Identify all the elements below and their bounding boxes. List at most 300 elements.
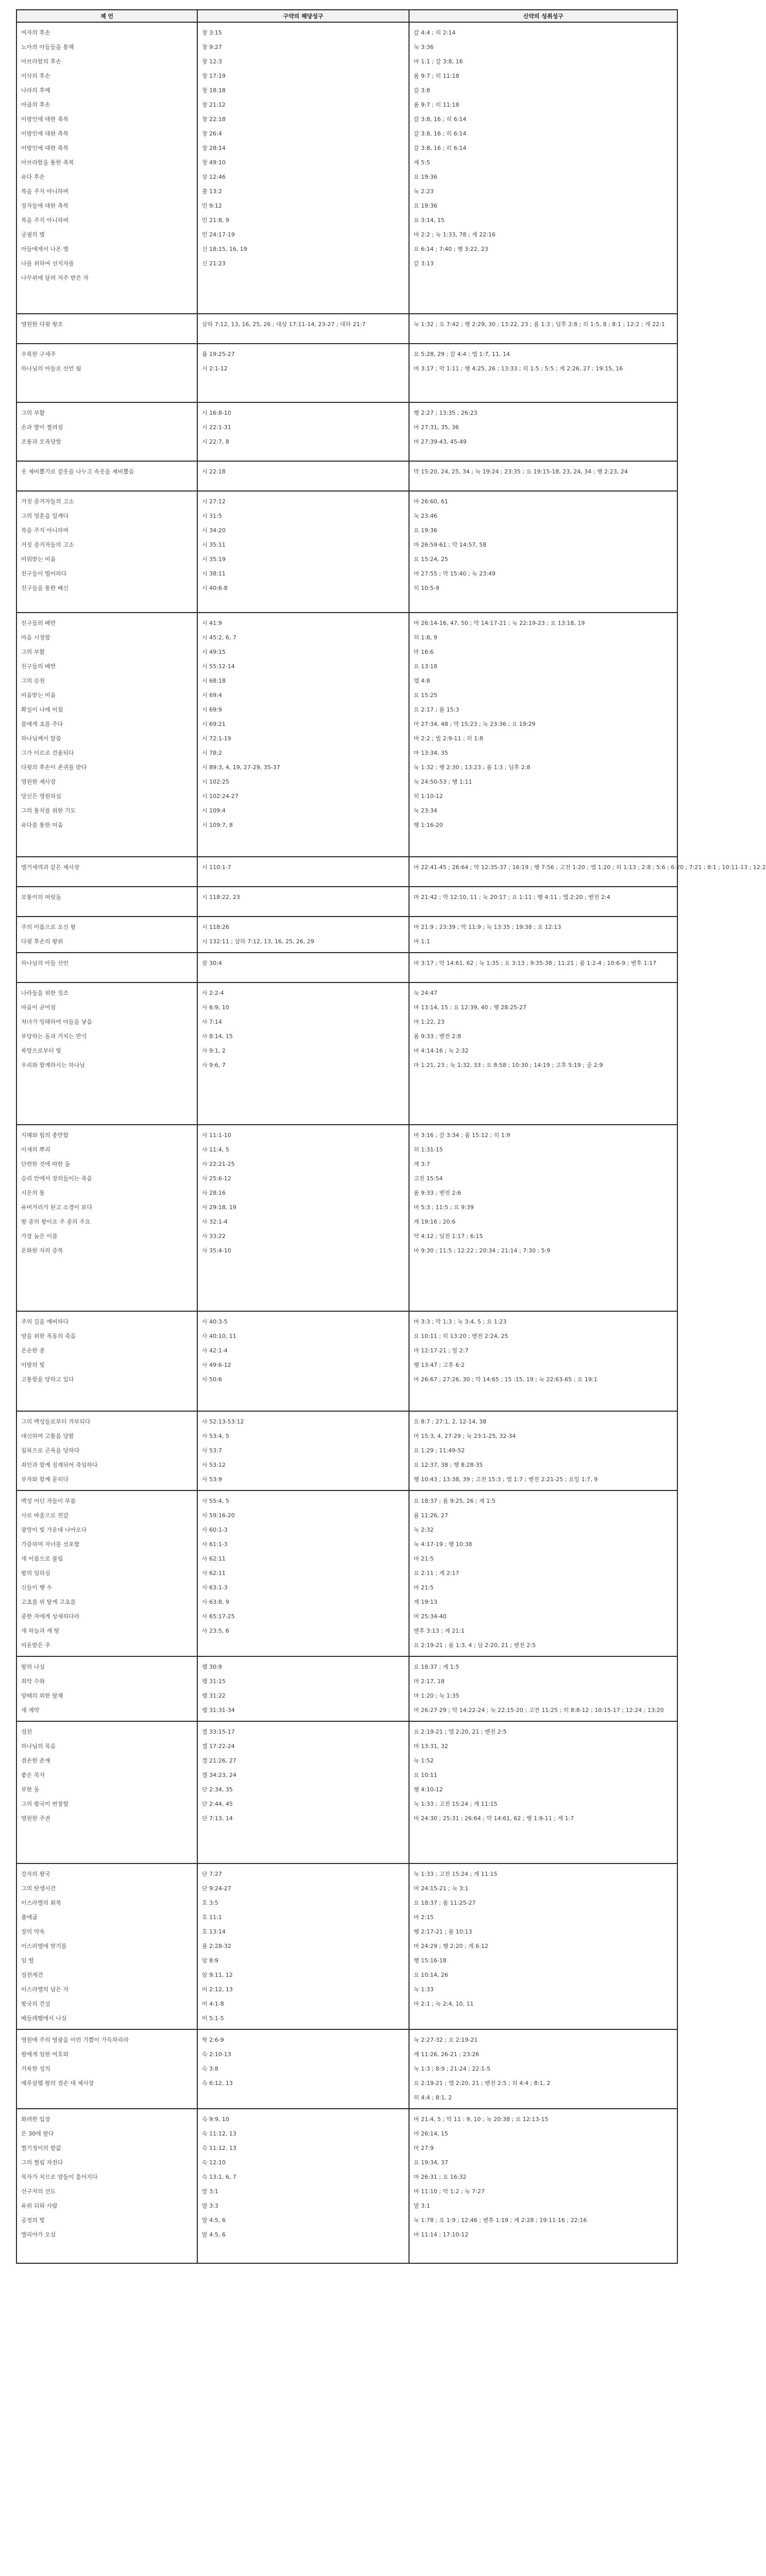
cell-line: 복을 주지 아니하며 — [21, 217, 69, 224]
cell-line: 유위 되와 사람 — [21, 2202, 58, 2209]
cell-line: 선구자의 선도 — [21, 2188, 56, 2195]
new-testament-cell — [409, 1411, 677, 1490]
table-row — [16, 917, 677, 953]
cell-line: 화려한 입장 — [21, 2116, 50, 2123]
cell-line: 시 22:18 — [202, 468, 226, 475]
cell-line: 마 26:59-61 ; 막 14:57, 58 — [414, 541, 487, 548]
cell-line: 시 27:12 — [202, 498, 226, 505]
cell-line: 그의 부활 — [21, 649, 45, 655]
cell-line: 마 5:3 ; 11:5 ; 요 9:39 — [414, 1204, 474, 1211]
cell-line: 지혜와 힘의 충만함 — [21, 1132, 69, 1139]
cell-line: 시 34:20 — [202, 527, 226, 534]
cell-line: 친구들이 떨어하다 — [21, 570, 67, 577]
cell-line: 거짓 증거자들의 고소 — [21, 498, 74, 505]
cell-line: 시 2:1-12 — [202, 365, 228, 372]
cell-line: 렘 31:22 — [202, 1692, 226, 1699]
cell-line: 그의 부활 — [21, 410, 45, 416]
cell-line: 임 떨 — [21, 1957, 34, 1964]
cell-line: 궁궐의 별 — [21, 231, 45, 238]
cell-line: 마 26:31 ; 요 16:32 — [414, 2174, 467, 2180]
cell-line: 사 42:1-4 — [202, 1347, 228, 1354]
cell-line: 마 3:17 ; 막 1:11 ; 행 4:25, 26 ; 13:33 ; 히 1:5 ; 5:5 ; 계 2:26, 27 ; 19:15, 16 — [414, 365, 623, 372]
cell-line: 이방인에 대한 축복 — [21, 145, 69, 151]
cell-line: 마 15:3, 4, 27-29 ; 눅 23:1-25, 32-34 — [414, 1433, 516, 1439]
cell-line: 가장 높은 이름 — [21, 1233, 58, 1240]
cell-line: 호 13:14 — [202, 1928, 226, 1935]
topic-cell — [16, 491, 197, 613]
cell-line: 마 12:17-21 ; 빌 2:7 — [414, 1347, 469, 1354]
cell-line: 슥 6:12, 13 — [202, 2080, 233, 2087]
cell-line: 고전 15:54 — [414, 1175, 443, 1182]
cell-line: 주의 이름으로 오신 왕 — [21, 924, 76, 930]
topic-cell — [16, 1411, 197, 1490]
cell-line: 요 2:11 ; 계 2:17 — [414, 1570, 459, 1577]
cell-line: 아브라함을 통한 축복 — [21, 159, 74, 166]
new-testament-cell — [409, 1656, 677, 1721]
cell-line: 말 3:1 — [414, 2202, 430, 2209]
cell-line: 사 23:5, 6 — [202, 1628, 229, 1634]
cell-line: 롬 11:26, 27 — [414, 1512, 448, 1519]
cell-line: 베들레헴에서 나심 — [21, 2015, 67, 2022]
cell-line: 영원한 주권 — [21, 1815, 50, 1822]
cell-line: 마 21:9 ; 23:39 ; 막 11:9 ; 눅 13:35 ; 19:38 ; 요 12:13 — [414, 924, 561, 930]
cell-line: 복을 주지 아니하며 — [21, 188, 69, 195]
cell-line: 왕의 나심 — [21, 1664, 45, 1670]
table-row — [16, 402, 677, 461]
cell-line: 하나님께서 말씀 — [21, 735, 61, 742]
old-testament-cell — [197, 887, 409, 917]
topic-cell — [16, 344, 197, 402]
cell-line: 요 2:19-21 ; 롬 1:3, 4 ; 딤 2:20, 21 ; 벧전 2:5 — [414, 1642, 536, 1649]
cell-line: 대신하여 고통을 당함 — [21, 1433, 74, 1439]
cell-line: 마 2:15 — [414, 1914, 434, 1921]
cell-line: 창 12:3 — [202, 58, 222, 65]
cell-line: 마 2:17, 18 — [414, 1678, 445, 1685]
old-testament-cell — [197, 953, 409, 982]
cell-line: 중한 자에게 상세하다라 — [21, 1613, 80, 1620]
cell-line: 하나님의 아들 선언 — [21, 960, 69, 967]
cell-line: 좋은 목자 — [21, 1772, 45, 1778]
new-testament-cell — [409, 491, 677, 613]
table-row — [16, 1490, 677, 1656]
new-testament-cell — [409, 22, 677, 314]
cell-line: 창 49:10 — [202, 159, 226, 166]
cell-line: 조롱과 모욕당함 — [21, 438, 61, 445]
cell-line: 사 53:7 — [202, 1447, 222, 1454]
table-row — [16, 857, 677, 887]
cell-line: 마 1:22, 23 — [414, 1019, 445, 1025]
cell-line: 갈 3:8 — [414, 87, 430, 94]
new-testament-cell — [409, 1490, 677, 1656]
cell-line: 렘 31:15 — [202, 1678, 226, 1685]
cell-line: 왕에게 임한 여호와 — [21, 2051, 69, 2058]
cell-line: 겔 17:22-24 — [202, 1743, 235, 1750]
topic-cell — [16, 1656, 197, 1721]
cell-line: 다윗의 후손이 존귀를 받다 — [21, 764, 87, 771]
column-header-topic: 제 언 — [16, 10, 197, 22]
cell-line: 마음 시정함 — [21, 634, 50, 641]
cell-line: 사 50:6 — [202, 1376, 222, 1383]
cell-line: 사 11:1-10 — [202, 1132, 231, 1139]
cell-line: 창 3:15 — [202, 29, 222, 36]
cell-line: 마 27:34, 48 ; 막 15:23 ; 눅 23:36 ; 요 19:29 — [414, 721, 536, 727]
cell-line: 노아의 아들들을 통해 — [21, 44, 74, 50]
cell-line: 슥 11:12, 13 — [202, 2145, 236, 2151]
old-testament-cell — [197, 1721, 409, 1863]
cell-line: 성전 — [21, 1728, 32, 1735]
cell-line: 새 계약 — [21, 1707, 40, 1714]
cell-line: 미 5:1-5 — [202, 2015, 224, 2022]
column-header-old-testament: 구약의 해당성구 — [197, 10, 409, 22]
table-row — [16, 1721, 677, 1863]
cell-line: 시 38:11 — [202, 570, 226, 577]
cell-line: 시 78:2 — [202, 750, 222, 756]
cell-line: 목자가 치므로 양들이 흩어지다 — [21, 2174, 98, 2180]
cell-line: 행 2:17-21 ; 롬 10:13 — [414, 1928, 472, 1935]
prophecy-table — [16, 9, 766, 2264]
cell-line: 시 68:18 — [202, 677, 226, 684]
cell-line: 요 19:36 — [414, 202, 437, 209]
table-row — [16, 953, 677, 982]
cell-line: 행 4:10-12 — [414, 1786, 443, 1793]
cell-line: 이방인에 대한 축복 — [21, 130, 69, 137]
cell-line: 시 102:25 — [202, 778, 229, 785]
cell-line: 암 9:11, 12 — [202, 1972, 233, 1978]
cell-line: 사 22:21-25 — [202, 1161, 235, 1167]
cell-line: 단 2:44, 45 — [202, 1801, 233, 1807]
cell-line: 시 16:8-10 — [202, 410, 231, 416]
cell-line: 마 1:21, 23 ; 눅 1:32, 33 ; 요 8:58 ; 10:30 ; 14:19 ; 고후 5:19 ; 골 2:9 — [414, 1062, 603, 1069]
cell-line: 요 19:36 — [414, 174, 437, 180]
table-row — [16, 1863, 677, 2029]
cell-line: 히 10:5-9 — [414, 585, 439, 591]
cell-line: 요 10:11 ; 히 13:20 ; 벧전 2:24, 25 — [414, 1333, 508, 1340]
table-row — [16, 22, 677, 314]
cell-line: 시 49:15 — [202, 649, 226, 655]
cell-line: 마 27:39-43, 45-49 — [414, 438, 467, 445]
cell-line: 엡 4:8 — [414, 677, 430, 684]
cell-line: 눅 1:33 ; 고전 15:24 ; 계 11:15 — [414, 1801, 498, 1807]
table-row — [16, 613, 677, 857]
cell-line: 우북한 구세주 — [21, 351, 56, 358]
cell-line: 당신은 영원하심 — [21, 793, 61, 800]
cell-line: 왕 중의 왕이요 주 중의 주요 — [21, 1218, 91, 1225]
topic-cell — [16, 917, 197, 953]
cell-line: 눅 2:32 — [414, 1527, 434, 1533]
cell-line: 암 8:9 — [202, 1957, 218, 1964]
old-testament-cell — [197, 461, 409, 491]
old-testament-cell — [197, 314, 409, 344]
cell-line: 사 29:18, 19 — [202, 1204, 236, 1211]
old-testament-cell — [197, 982, 409, 1125]
cell-line: 죄인과 함께 징계되어 죽임하다 — [21, 1462, 98, 1468]
cell-line: 눅 24:47 — [414, 990, 437, 996]
topic-cell — [16, 1863, 197, 2029]
cell-line: 마 3:16 ; 갈 3:34 ; 롬 15:12 ; 히 1:9 — [414, 1132, 510, 1139]
cell-line: 마 13:34, 35 — [414, 750, 448, 756]
table-row — [16, 1411, 677, 1490]
cell-line: 마 9:30 ; 11:5 ; 12:22 ; 20:34 ; 21:14 ; 7:30 ; 5:9 — [414, 1247, 551, 1254]
topic-cell — [16, 1311, 197, 1411]
cell-line: 말 4:5, 6 — [202, 2231, 226, 2238]
topic-cell — [16, 1721, 197, 1863]
cell-line: 사 65:17-25 — [202, 1613, 235, 1620]
topic-cell — [16, 314, 197, 344]
cell-line: 눅 3:36 — [414, 44, 434, 50]
cell-line: 약 4:12 ; 딤전 1:17 ; 6:15 — [414, 1233, 483, 1240]
cell-line: 마 1:1 ; 갈 3:8, 16 — [414, 58, 463, 65]
old-testament-cell — [197, 917, 409, 953]
cell-line: 호 11:1 — [202, 1914, 222, 1921]
cell-line: 마 22:41-45 ; 26:64 ; 막 12:35-37 ; 16:19 ; 행 7:56 ; 고전 1:20 ; 엡 1:20 ; 히 1:13 ; 2:8 ; 5:6 ; 6:20 ; 7:21 ; 8:1 ; 10:11-13 ; 12:2 — [414, 864, 766, 871]
old-testament-cell — [197, 1125, 409, 1311]
old-testament-cell — [197, 1656, 409, 1721]
cell-line: 사 2:2-4 — [202, 990, 224, 996]
cell-line: 단 7:13, 14 — [202, 1815, 233, 1822]
cell-line: 요 19:34, 37 — [414, 2159, 448, 2166]
cell-line: 거룩한 성직 — [21, 2065, 50, 2072]
cell-line: 눅 2:23 — [414, 188, 434, 195]
cell-line: 마 21:5 — [414, 1555, 434, 1562]
cell-line: 사 63:1-3 — [202, 1584, 228, 1591]
cell-line: 마 13:31, 32 — [414, 1743, 448, 1750]
cell-line: 시 72:1-19 — [202, 735, 231, 742]
cell-line: 롬 9:33 ; 벧전 2:8 — [414, 1033, 461, 1040]
cell-line: 사 55:4, 5 — [202, 1498, 229, 1504]
new-testament-cell — [409, 1125, 677, 1311]
cell-line: 눅 24:50-53 ; 행 1:11 — [414, 778, 472, 785]
cell-line: 미움받는 미움 — [21, 692, 56, 699]
old-testament-cell — [197, 402, 409, 461]
cell-line: 눅 23:46 — [414, 513, 437, 519]
old-testament-cell — [197, 2109, 409, 2263]
cell-line: 히 1:10-12 — [414, 793, 443, 800]
cell-line: 거짓 증거자들의 고소 — [21, 541, 74, 548]
old-testament-cell — [197, 1863, 409, 2029]
cell-line: 마 26:27-29 ; 막 14:22-24 ; 눅 22:15-20 ; 고전 11:25 ; 히 8:8-12 ; 10:15-17 ; 12:24 ; 13:20 — [414, 1707, 664, 1714]
cell-line: 아들에게서 나온 별 — [21, 246, 69, 252]
cell-line: 그의 찔림 자전다 — [21, 2159, 63, 2166]
cell-line: 시 55:12-14 — [202, 663, 235, 670]
table-row — [16, 2109, 677, 2263]
cell-line: 겸손한 존재 — [21, 1757, 50, 1764]
cell-line: 왕국의 건설 — [21, 2001, 50, 2007]
cell-line: 계 19:13 — [414, 1599, 437, 1605]
topic-cell — [16, 953, 197, 982]
cell-line: 삼 12:46 — [202, 174, 226, 180]
cell-line: 사 6:9, 10 — [202, 1004, 229, 1011]
cell-line: 갈 3:8, 16 ; 히 6:14 — [414, 130, 467, 137]
cell-line: 슥 12:10 — [202, 2159, 226, 2166]
cell-line: 계 3:7 — [414, 1161, 430, 1167]
cell-line: 사 53:12 — [202, 1462, 226, 1468]
cell-line: 마 11:14 ; 17:10-12 — [414, 2231, 469, 2238]
cell-line: 그가 이르로 건용되다 — [21, 750, 74, 756]
cell-line: 갈 3:13 — [414, 260, 434, 267]
cell-line: 마 11:10 ; 막 1:2 ; 눅 7:27 — [414, 2188, 485, 2195]
cell-line: 사 52:13-53:12 — [202, 1418, 244, 1425]
cell-line: 계 5:5 — [414, 159, 430, 166]
cell-line: 나무위에 달려 저주 받은 자 — [21, 275, 89, 281]
cell-line: 겔 21:26, 27 — [202, 1757, 236, 1764]
cell-line: 눅 4:17-19 ; 행 10:38 — [414, 1541, 472, 1548]
cell-line: 창 26:4 — [202, 130, 222, 137]
cell-line: 말 3:1 — [202, 2188, 218, 2195]
cell-line: 사 9:1, 2 — [202, 1047, 226, 1054]
cell-line: 사 62:11 — [202, 1555, 226, 1562]
cell-line: 친구들을 통한 배신 — [21, 585, 69, 591]
cell-line: 렘 31:31-34 — [202, 1707, 235, 1714]
topic-cell — [16, 982, 197, 1125]
cell-line: 눅 1:33 — [414, 1986, 434, 1993]
cell-line: 요 8:7 ; 27:1, 2, 12-14, 38 — [414, 1418, 487, 1425]
cell-line: 시 109:4 — [202, 807, 226, 814]
cell-line: 마 2:2 ; 빌 2:9-11 ; 히 1:8 — [414, 735, 483, 742]
cell-line: 말 3:3 — [202, 2202, 218, 2209]
cell-line: 요 10:14, 26 — [414, 1972, 448, 1978]
cell-line: 마 26:14-16, 47, 50 ; 막 14:17-21 ; 눅 22:19-23 ; 요 13:18, 19 — [414, 620, 585, 626]
cell-line: 창 18:18 — [202, 87, 226, 94]
new-testament-cell — [409, 344, 677, 402]
old-testament-cell — [197, 2029, 409, 2109]
cell-line: 눅 23:34 — [414, 807, 437, 814]
cell-line: 눅 2:27-32 ; 요 2:19-21 — [414, 2037, 478, 2043]
cell-line: 요 15:24, 25 — [414, 556, 448, 563]
cell-line: 롬 9:7 ; 히 11:18 — [414, 73, 459, 79]
cell-line: 죄악 수와 — [21, 1678, 45, 1685]
cell-line: 계 19:16 ; 20:6 — [414, 1218, 456, 1225]
cell-line: 민 9:12 — [202, 202, 222, 209]
cell-line: 부한 동 — [21, 1786, 40, 1793]
old-testament-cell — [197, 1311, 409, 1411]
cell-line: 이스라엘에 맞기를 — [21, 1943, 67, 1950]
new-testament-cell — [409, 461, 677, 491]
cell-line: 나를 위하여 선지자를 — [21, 260, 74, 267]
cell-line: 시 45:2, 6, 7 — [202, 634, 236, 641]
cell-line: 출 13:2 — [202, 188, 222, 195]
cell-line: 처녀가 잉태하여 아들을 낳음 — [21, 1019, 93, 1025]
cell-line: 마 3:3 ; 막 1:3 ; 눅 3:4, 5 ; 요 1:23 — [414, 1318, 507, 1325]
cell-line: 욜 2:28-32 — [202, 1943, 231, 1950]
cell-line: 갈 3:8, 16 ; 히 6:14 — [414, 145, 467, 151]
cell-line: 록망으로부터 빛 — [21, 1047, 61, 1054]
cell-line: 장자들에 대한 축복 — [21, 202, 69, 209]
cell-line: 영원한 다윗 왕조 — [21, 321, 63, 328]
new-testament-cell — [409, 1311, 677, 1411]
cell-line: 마 26:14, 15 — [414, 2130, 448, 2137]
cell-line: 민 21:8, 9 — [202, 217, 229, 224]
cell-line: 가증하여 자녀를 선포함 — [21, 1541, 80, 1548]
cell-line: 사 33:22 — [202, 1233, 226, 1240]
cell-line: 예루살렘 왕의 겸손 대 제사장 — [21, 2080, 94, 2087]
cell-line: 시 132:11 ; 삼하 7:12, 13, 16, 25, 26, 29 — [202, 938, 314, 945]
cell-line: 겔 34:23, 24 — [202, 1772, 236, 1778]
cell-line: 마 4:14-16 ; 눅 2:32 — [414, 1047, 469, 1054]
cell-line: 창 28:14 — [202, 145, 226, 151]
cell-line: 요 5:28, 29 ; 갈 4:4 ; 엡 1:7, 11, 14 — [414, 351, 510, 358]
cell-line: 렘 30:9 — [202, 1664, 222, 1670]
cell-line: 마 21:42 ; 막 12:10, 11 ; 눅 20:17 ; 요 1:11 ; 행 4:11 ; 엡 2:20 ; 벧전 2:4 — [414, 894, 610, 901]
table-row — [16, 461, 677, 491]
cell-line: 사 62:11 — [202, 1570, 226, 1577]
cell-line: 눅 1:3 ; 8:9 ; 21:24 ; 22:1-5 — [414, 2065, 490, 2072]
cell-line: 사 53:4, 5 — [202, 1433, 229, 1439]
cell-line: 승리 안에서 장의들이는 죽음 — [21, 1175, 93, 1182]
cell-line: 양떼의 외한 탈채 — [21, 1692, 63, 1699]
table-row — [16, 1656, 677, 1721]
table-row — [16, 491, 677, 613]
cell-line: 단 7:27 — [202, 1871, 222, 1877]
new-testament-cell — [409, 314, 677, 344]
topic-cell — [16, 402, 197, 461]
cell-line: 요 18:37 ; 롬 9:25, 26 ; 계 1:5 — [414, 1498, 496, 1504]
cell-line: 아브라함의 후손 — [21, 58, 61, 65]
cell-line: 마 3:17 ; 막 14:61, 62 ; 눅 1:35 ; 요 3:13 ; 9:35-38 ; 11:21 ; 롬 1:2-4 ; 10:6-9 ; 벧후 1:17 — [414, 960, 657, 967]
cell-line: 우리와 함께하시는 하나님 — [21, 1062, 85, 1069]
cell-line: 슥 13:1, 6, 7 — [202, 2174, 236, 2180]
cell-line: 장의 약속 — [21, 1928, 45, 1935]
topic-cell — [16, 1125, 197, 1311]
cell-line: 갈 3:8, 16 ; 히 6:14 — [414, 116, 467, 123]
cell-line: 히 1:8, 9 — [414, 634, 437, 641]
cell-line: 마 21:5 — [414, 1584, 434, 1591]
new-testament-cell — [409, 887, 677, 917]
old-testament-cell — [197, 857, 409, 887]
cell-line: 신 18:15, 16, 19 — [202, 246, 247, 252]
column-header-new-testament: 신약의 성취성구 — [409, 10, 677, 22]
cell-line: 창 21:12 — [202, 101, 226, 108]
table-row — [16, 1125, 677, 1311]
cell-line: 마 2:1 ; 눅 2:4, 10, 11 — [414, 2001, 474, 2007]
topic-cell — [16, 2109, 197, 2263]
table-row — [16, 887, 677, 917]
cell-line: 확실이 나에 미침 — [21, 706, 63, 713]
table-row — [16, 982, 677, 1125]
cell-line: 사 63:8, 9 — [202, 1599, 229, 1605]
cell-line: 마 24:30 ; 25:31 ; 26:64 ; 막 14:61, 62 ; 행 1:9-11 ; 계 1:7 — [414, 1815, 574, 1822]
cell-line: 사 35:4-10 — [202, 1247, 231, 1254]
cell-line: 민 24:17-19 — [202, 231, 235, 238]
cell-line: 눅 1:52 — [414, 1757, 434, 1764]
topic-cell — [16, 887, 197, 917]
new-testament-cell — [409, 1721, 677, 1863]
cell-line: 잠 30:4 — [202, 960, 222, 967]
cell-line: 요 18:37 ; 롬 11:25-27 — [414, 1900, 476, 1906]
old-testament-cell — [197, 344, 409, 402]
cell-line: 온순한 종 — [21, 1347, 45, 1354]
cell-line: 나라들을 위한 징조 — [21, 990, 69, 996]
cell-line: 나라의 후예 — [21, 87, 50, 94]
cell-line: 이삭의 후손 — [21, 73, 50, 79]
cell-line: 유다 후손 — [21, 174, 45, 180]
cell-line: 미 4:1-8 — [202, 2001, 224, 2007]
cell-line: 마 26:67 ; 27:26, 30 ; 막 14:65 ; 15 :15, 19 ; 눅 22:63-65 ; 요 19:1 — [414, 1376, 598, 1383]
new-testament-cell — [409, 2029, 677, 2109]
cell-line: 그의 승천 — [21, 677, 45, 684]
cell-line: 공정의 빛 — [21, 2217, 45, 2224]
cell-line: 그의 통치를 위한 기도 — [21, 807, 76, 814]
cell-line: 계 11:26, 26-21 ; 23:26 — [414, 2051, 480, 2058]
cell-line: 주의 길을 예비하다 — [21, 1318, 69, 1325]
cell-line: 마음이 굳어짐 — [21, 1004, 56, 1011]
cell-line: 슥 11:12, 13 — [202, 2130, 236, 2137]
cell-line: 눅 1:32 ; 요 7:42 ; 행 2:29, 30 ; 13:22, 23 ; 롬 1:3 ; 딤후 2:8 ; 히 1:5, 8 ; 8:1 ; 12:2 ; 계 22:1 — [414, 321, 665, 328]
cell-line: 창 22:18 — [202, 116, 226, 123]
cell-line: 이새의 뿌리 — [21, 1146, 50, 1153]
cell-line: 시 31:5 — [202, 513, 222, 519]
cell-line: 시 118:22, 23 — [202, 894, 240, 901]
cell-line: 이스라엘의 남은 자 — [21, 1986, 69, 1993]
